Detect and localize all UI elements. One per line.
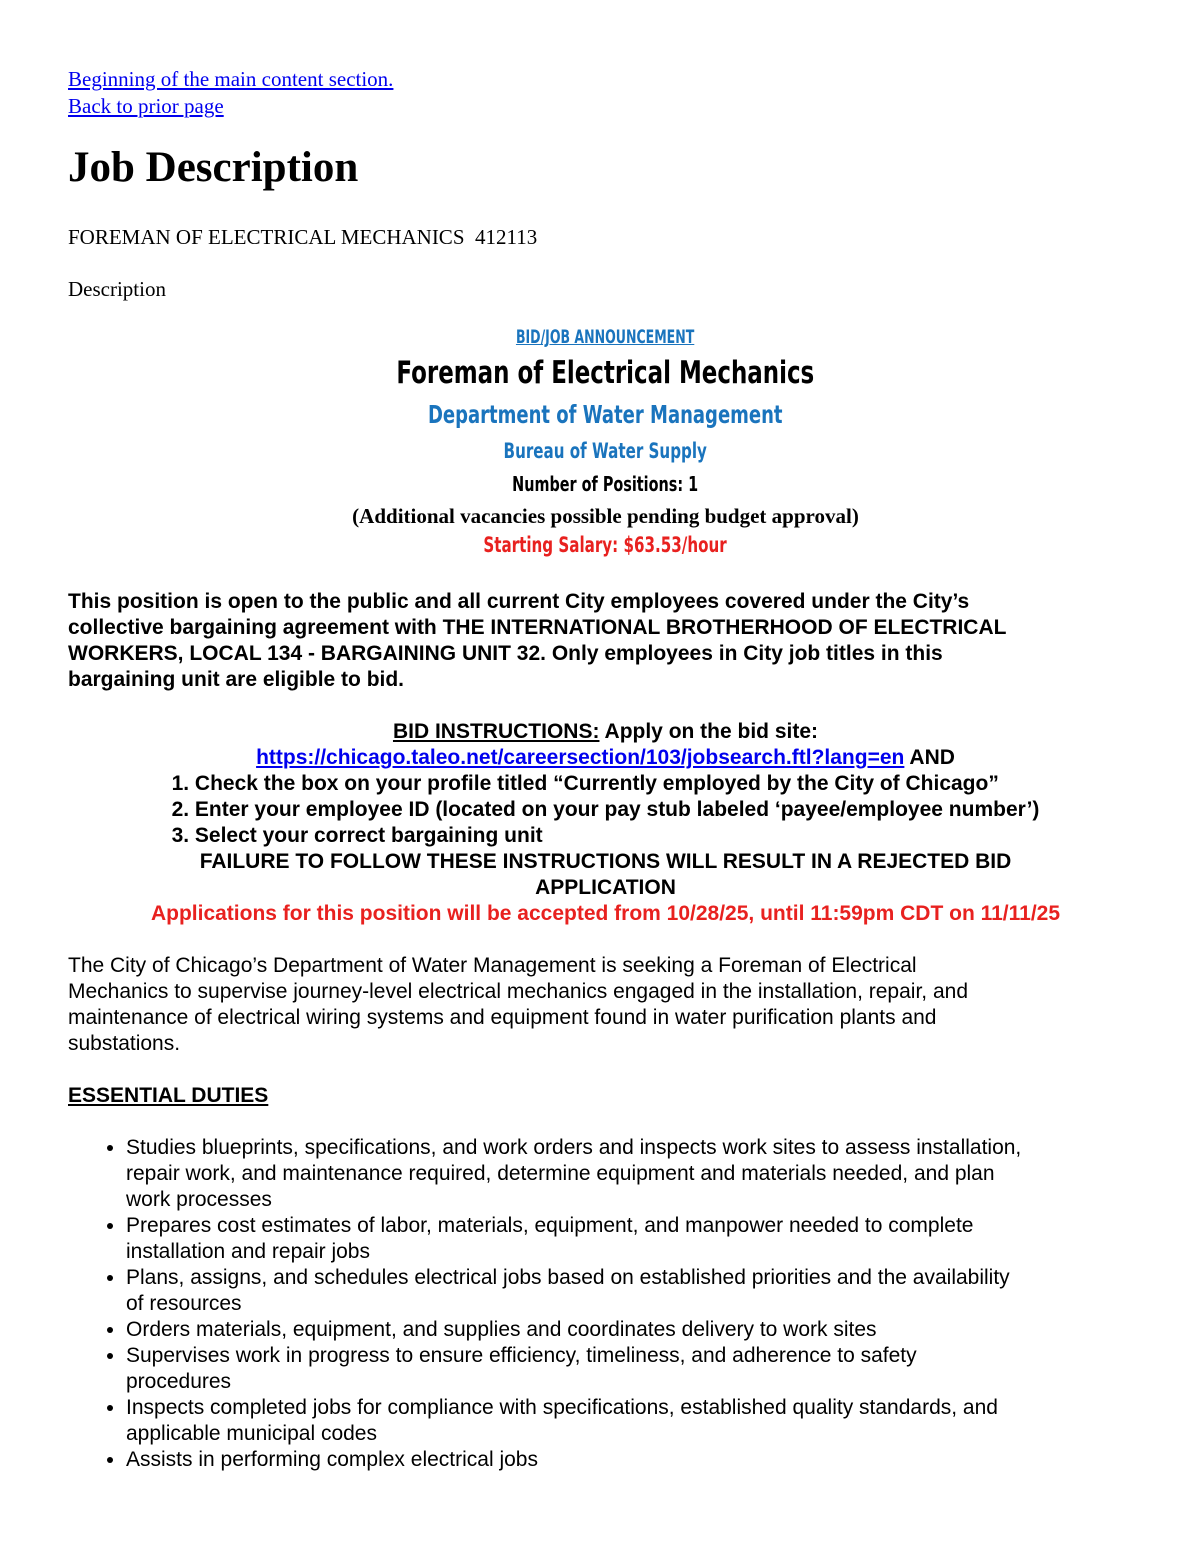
duty-line: procedures	[126, 1370, 232, 1393]
summary-line: Mechanics to supervise journey-level electrical mechanics engaged in the installation, repair, and	[68, 980, 968, 1003]
duty-line: • Supervises work in progress to ensure efficiency, timeliness, and adherence to safety	[126, 1344, 917, 1367]
bid-step: 2. Enter your employee ID (located on your pay stub labeled ‘payee/employee number’)	[171, 798, 1040, 821]
skip-links	[68, 66, 1143, 120]
job-description-page	[68, 66, 1143, 1473]
duty-item	[126, 1395, 1143, 1447]
eligibility-line: collective bargaining agreement with THE INTERNATIONAL BROTHERHOOD OF ELECTRICAL	[68, 616, 1007, 639]
duty-item	[126, 1213, 1143, 1265]
duty-line: • Prepares cost estimates of labor, materials, equipment, and manpower needed to complete	[126, 1214, 974, 1237]
announcement-block	[68, 322, 1143, 563]
duty-item	[126, 1343, 1143, 1395]
eligibility-line: This position is open to the public and all current City employees covered under the City’s	[68, 590, 970, 613]
bid-site-line	[68, 745, 1143, 771]
duty-line: • Studies blueprints, specifications, and work orders and inspects work sites to assess installation,	[126, 1136, 1022, 1159]
bid-and-text: AND	[904, 746, 955, 769]
bid-instructions-label: BID INSTRUCTIONS:	[392, 720, 600, 743]
announcement-heading: BID/JOB ANNOUNCEMENT	[516, 326, 695, 348]
duty-line: repair work, and maintenance required, determine equipment and materials needed, and plan	[126, 1162, 995, 1185]
essential-duties-heading: ESSENTIAL DUTIES	[68, 1084, 269, 1107]
bid-step: 1. Check the box on your profile titled “Currently employed by the City of Chicago”	[171, 772, 999, 795]
bid-instructions	[68, 719, 1143, 927]
duty-line: • Plans, assigns, and schedules electrical jobs based on established priorities and the availability	[126, 1266, 1010, 1289]
bid-step: 3. Select your correct bargaining unit	[171, 824, 543, 847]
job-title-code: FOREMAN OF ELECTRICAL MECHANICS 412113	[68, 225, 538, 249]
duty-line: • Inspects completed jobs for compliance with specifications, established quality standards, and	[126, 1396, 998, 1419]
bid-instructions-header	[68, 719, 1143, 745]
summary-line: maintenance of electrical wiring systems and equipment found in water purification plants and	[68, 1006, 937, 1029]
failure-warning-line: FAILURE TO FOLLOW THESE INSTRUCTIONS WILL RESULT IN A REJECTED BID	[199, 850, 1012, 873]
bid-site-link[interactable]: https://chicago.taleo.net/careersection/103/jobsearch.ftl?lang=en	[256, 746, 905, 769]
additional-vacancies-note: (Additional vacancies possible pending budget approval)	[352, 504, 859, 528]
description-label: Description	[68, 277, 166, 301]
department-name: Department of Water Management	[428, 400, 783, 429]
page-title: Job Description	[68, 144, 359, 191]
duty-line: applicable municipal codes	[126, 1422, 377, 1445]
duty-item	[126, 1135, 1143, 1213]
position-heading: Foreman of Electrical Mechanics	[396, 355, 815, 391]
duty-item	[126, 1447, 1143, 1473]
main-content-link[interactable]: Beginning of the main content section.	[68, 67, 394, 91]
summary-line: substations.	[68, 1032, 181, 1055]
eligibility-paragraph	[68, 589, 1143, 693]
eligibility-line: WORKERS, LOCAL 134 - BARGAINING UNIT 32. Only employees in City job titles in this	[68, 642, 943, 665]
starting-salary: Starting Salary: $63.53/hour	[483, 533, 728, 557]
duty-line: • Assists in performing complex electrical jobs	[126, 1448, 538, 1471]
eligibility-line: bargaining unit are eligible to bid.	[68, 668, 405, 691]
back-link[interactable]: Back to prior page	[68, 94, 224, 118]
duty-line: • Orders materials, equipment, and supplies and coordinates delivery to work sites	[126, 1318, 877, 1341]
application-deadline: Applications for this position will be accepted from 10/28/25, until 11:59pm CDT on 11/11/25	[150, 902, 1061, 925]
bid-steps	[172, 771, 1040, 849]
failure-warning	[68, 849, 1143, 901]
bureau-name: Bureau of Water Supply	[503, 439, 708, 463]
duty-item	[126, 1317, 1143, 1343]
failure-warning-line: APPLICATION	[535, 876, 676, 899]
duty-line: installation and repair jobs	[126, 1240, 370, 1263]
bid-instructions-text: Apply on the bid site:	[599, 720, 819, 743]
number-of-positions: Number of Positions: 1	[512, 472, 699, 496]
essential-duties-list	[68, 1135, 1143, 1473]
duty-line: of resources	[126, 1292, 242, 1315]
duty-item	[126, 1265, 1143, 1317]
position-summary	[68, 953, 1143, 1057]
summary-line: The City of Chicago’s Department of Water Management is seeking a Foreman of Electrical	[68, 954, 917, 977]
duty-line: work processes	[126, 1188, 272, 1211]
